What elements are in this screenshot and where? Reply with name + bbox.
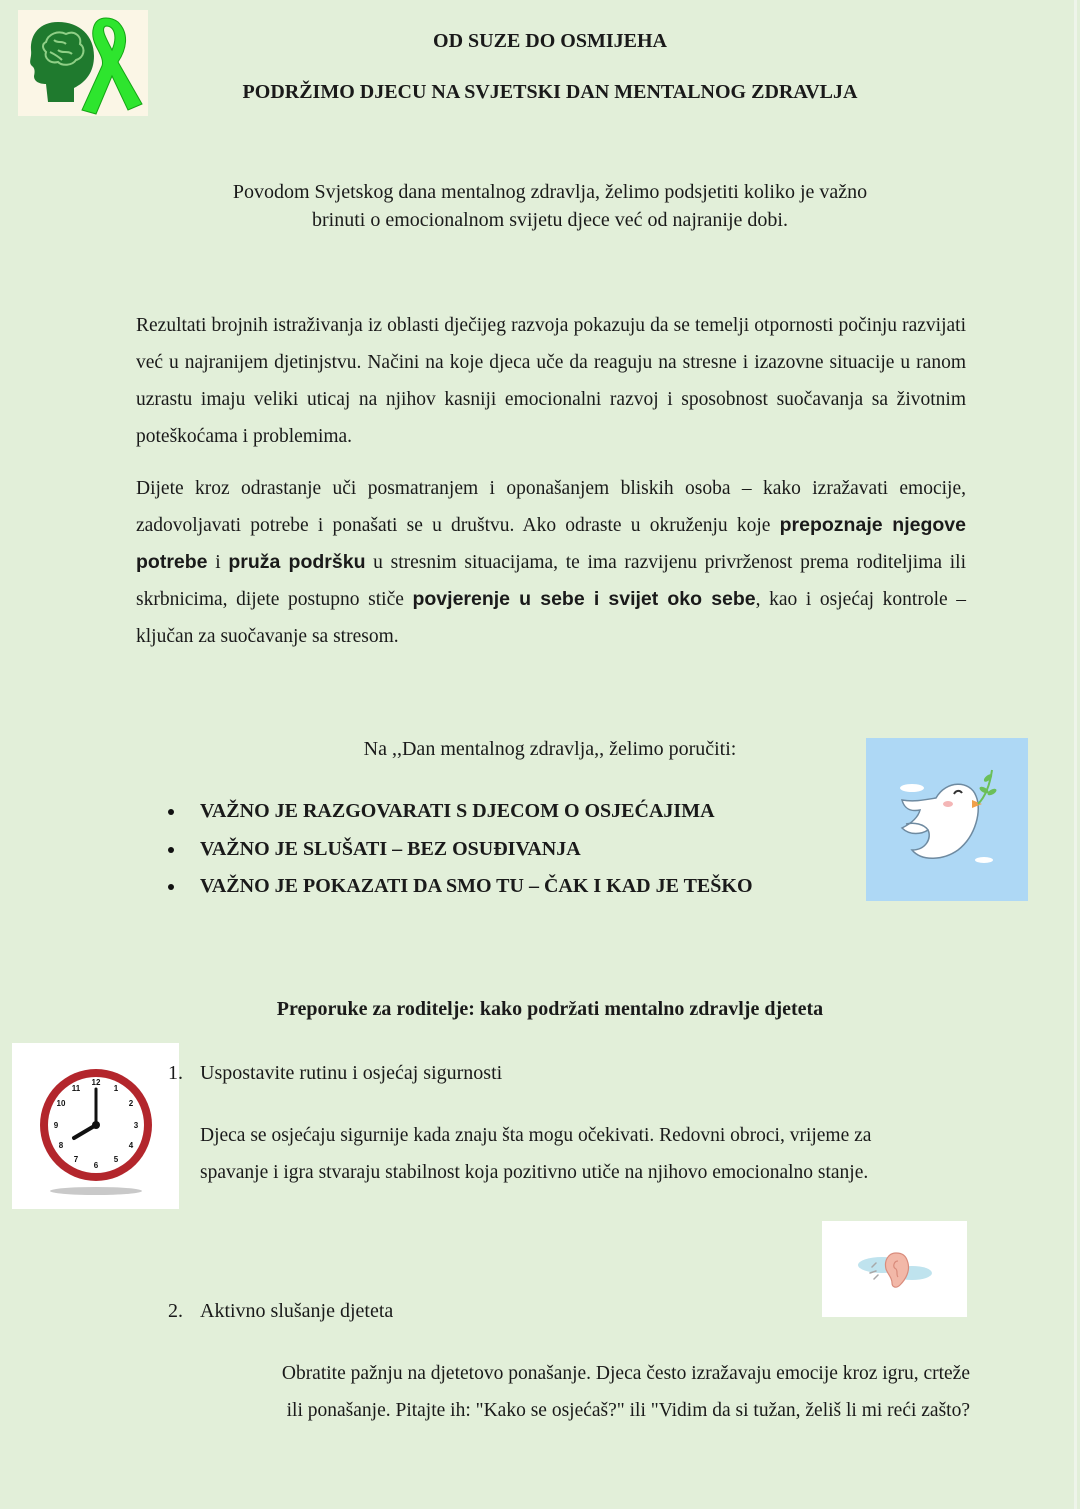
mental-health-logo bbox=[18, 10, 148, 116]
emphasis-recognizes-needs: prepoznaje njegove potrebe bbox=[136, 514, 966, 573]
bullet-icon bbox=[168, 847, 174, 853]
clock-numeral-1: 1 bbox=[113, 1084, 119, 1093]
clock-numeral-8: 8 bbox=[58, 1141, 64, 1150]
recommendation-1-text: Djeca se osjećaju sigurnije kada znaju šta mogu očekivati. Redovni obroci, vrijeme za spavanje i igra stvaraju stabilnost koja pozitivno utiče na njihovo emocionalno stanje. bbox=[200, 1125, 872, 1183]
recommendation-1-title bbox=[168, 1062, 968, 1088]
bullet-icon bbox=[168, 884, 174, 890]
message-intro: Na ,,Dan mentalnog zdravlja,, želimo poručiti: bbox=[363, 738, 737, 760]
message-bullets bbox=[168, 796, 753, 909]
emphasis-provides-support: pruža podršku bbox=[228, 551, 366, 573]
list-item: VAŽNO JE SLUŠATI – BEZ OSUĐIVANJA bbox=[168, 834, 753, 872]
list-item: VAŽNO JE POKAZATI DA SMO TU – ČAK I KAD JE TEŠKO bbox=[168, 871, 753, 909]
recommendation-2-title bbox=[168, 1300, 968, 1326]
bullet-icon bbox=[168, 809, 174, 815]
clock-numeral-3: 3 bbox=[133, 1121, 139, 1130]
dove-illustration bbox=[866, 738, 1028, 901]
paragraph-development-part2: i bbox=[207, 552, 229, 573]
clock-numeral-4: 4 bbox=[128, 1141, 134, 1150]
recommendation-2-number: 2. bbox=[168, 1300, 183, 1322]
clock-numeral-10: 10 bbox=[56, 1099, 66, 1108]
clock-numeral-12: 12 bbox=[91, 1078, 101, 1087]
clock-numeral-9: 9 bbox=[53, 1121, 59, 1130]
recommendation-2-label: Aktivno slušanje djeteta bbox=[200, 1300, 394, 1322]
intro-line-1: Povodom Svjetskog dana mentalnog zdravlja, želimo podsjetiti koliko je važno bbox=[232, 181, 868, 203]
clock-numeral-2: 2 bbox=[128, 1099, 134, 1108]
clock-numeral-5: 5 bbox=[113, 1155, 119, 1164]
paragraph-development-part4: , kao i osjećaj kontrole – ključan za suočavanje sa stresom. bbox=[136, 589, 966, 647]
recommendations-heading: Preporuke za roditelje: kako podržati mentalno zdravlje djeteta bbox=[276, 998, 824, 1020]
intro-text bbox=[150, 178, 950, 234]
recommendation-2-text: Obratite pažnju na djetetovo ponašanje. Djeca često izražavaju emocije kroz igru, crteže ili ponašanje. Pitajte ih: "Kako se osjećaš?" ili "Vidim da si tužan, želiš li mi reći zašto? bbox=[281, 1363, 970, 1421]
emphasis-trust: povjerenje u sebe i svijet oko sebe bbox=[412, 588, 756, 610]
list-item: VAŽNO JE RAZGOVARATI S DJECOM O OSJEĆAJIMA bbox=[168, 796, 753, 834]
recommendation-1-number: 1. bbox=[168, 1062, 183, 1084]
paragraph-development bbox=[136, 470, 966, 655]
document-title: OD SUZE DO OSMIJEHA bbox=[433, 30, 667, 52]
clock-illustration bbox=[12, 1043, 179, 1209]
recommendation-1-label: Uspostavite rutinu i osjećaj sigurnosti bbox=[200, 1062, 503, 1084]
paragraph-development-part1: Dijete kroz odrastanje uči posmatranjem i oponašanjem bliskih osoba – kako izražavati emocije, zadovoljavati potrebe i ponašati se u društvu. Ako odraste u okruženju koje bbox=[136, 478, 966, 536]
clock-numeral-7: 7 bbox=[73, 1155, 79, 1164]
clock-numeral-11: 11 bbox=[71, 1084, 81, 1093]
paragraph-research: Rezultati brojnih istraživanja iz oblasti dječijeg razvoja pokazuju da se temelji otpornosti počinju razvijati već u najranijem djetinjstvu. Načini na koje djeca uče da reaguju na stresne i izazovne situacije u ranom uzrastu imaju veliki uticaj na njihov kasniji emocionalni razvoj i sposobnost suočavanja sa životnim poteškoćama i problemima. bbox=[136, 315, 966, 447]
paragraph-development-part3: u stresnim situacijama, te ima razvijenu privrženost prema roditeljima ili skrbnicima, dijete postupno stiče bbox=[136, 552, 966, 610]
document-subtitle: PODRŽIMO DJECU NA SVJETSKI DAN MENTALNOG ZDRAVLJA bbox=[242, 81, 858, 103]
clock-numeral-6: 6 bbox=[93, 1161, 99, 1170]
intro-line-2: brinuti o emocionalnom svijetu djece već od najranije dobi. bbox=[312, 209, 788, 231]
